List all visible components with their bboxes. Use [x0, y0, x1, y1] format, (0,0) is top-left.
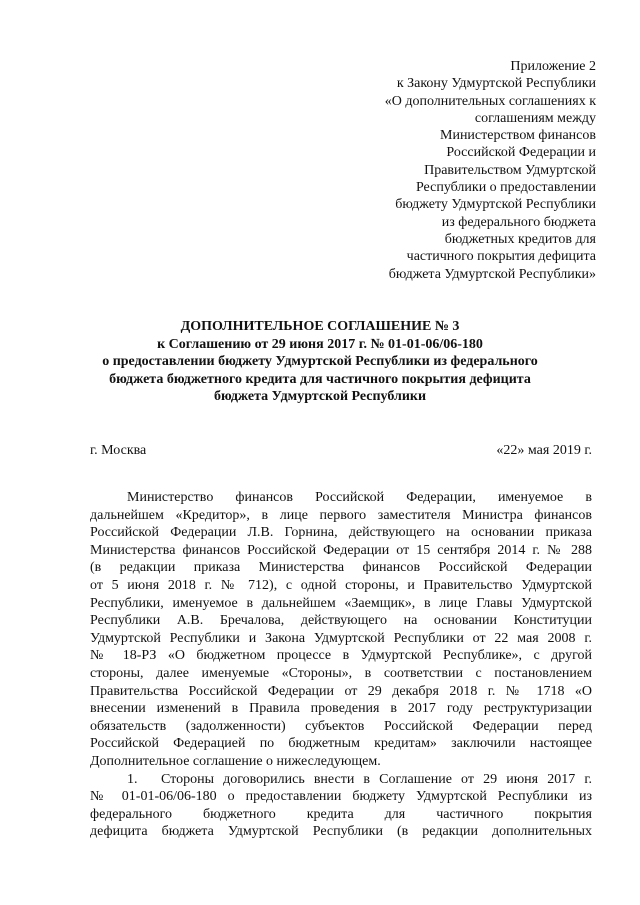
clause-first-line [90, 771, 592, 789]
appendix-line: «О дополнительных соглашениях к [384, 93, 596, 109]
appendix-line: Приложение 2 [510, 59, 596, 74]
appendix-line: бюджету Удмуртской Республики [395, 197, 596, 213]
agreement-title [70, 318, 570, 406]
clause-number: 1. [127, 771, 138, 787]
text-line: Республики А.В. Бречалова, действующего на основании Конституции [90, 613, 592, 629]
text-line: Российской Федерации Л.В. Горнина, действующего на основании приказа [90, 525, 592, 541]
appendix-line: Российской Федерации и [446, 145, 596, 161]
text-line: дефицита бюджета Удмуртской Республики (в редакции дополнительных [90, 824, 592, 840]
place: г. Москва [90, 443, 147, 458]
title-line: бюджета Удмуртской Республики [213, 389, 427, 404]
appendix-line: бюджетных кредитов для [444, 231, 596, 247]
text-line: № 01-01-06/06-180 о предоставлении бюджету Удмуртской Республики из [90, 789, 592, 805]
text-line: № 18-РЗ «О бюджетном процессе в Удмуртской Республике», с другой [90, 648, 592, 664]
appendix-line: Правительством Удмуртской [424, 162, 596, 178]
appendix-header [346, 58, 596, 283]
text-line: Российской Федерацией по бюджетным кредитам» заключили настоящее [90, 736, 592, 752]
title-line: о предоставлении бюджету Удмуртской Республики из федерального [102, 354, 538, 369]
text-line: (в редакции приказа Министерства финансов Российской Федерации [90, 560, 592, 576]
appendix-line: частичного покрытия дефицита [406, 249, 596, 265]
date: «22» мая 2019 г. [496, 443, 592, 458]
appendix-line: к Закону Удмуртской Республики [396, 76, 596, 92]
text-line: дальнейшем «Кредитор», в лице первого заместителя Министра финансов [90, 507, 592, 523]
text-line: обязательств (задолженности) субъектов Российской Федерации перед [90, 718, 592, 734]
text-line: Правительства Российской Федерации от 29 декабря 2018 г. № 1718 «О [90, 683, 592, 699]
text-line: Министерства финансов Российской Федерации от 15 сентября 2014 г. № 288 [90, 542, 592, 558]
agreement-body [90, 489, 592, 841]
text-line: стороны, далее именуемые «Стороны», в соответствии с постановлением [90, 665, 592, 681]
text-line: от 5 июня 2018 г. № 712), с одной стороны, и Правительство Удмуртской [90, 577, 592, 593]
preamble-paragraph [90, 489, 592, 771]
place-date-row [90, 443, 592, 459]
text-line: Министерство финансов Российской Федерации, именуемое в [127, 490, 592, 505]
text-line: Дополнительное соглашение о нижеследующем. [90, 753, 381, 769]
title-line: ДОПОЛНИТЕЛЬНОЕ СОГЛАШЕНИЕ № 3 [180, 319, 460, 334]
text-line: внесении изменений в Правила проведения в 2017 году реструктуризации [90, 701, 592, 717]
text-line: Стороны договорились внести в Соглашение от 29 июня 2017 г. [161, 771, 592, 787]
appendix-line: Республики о предоставлении [415, 180, 596, 196]
clause-1-paragraph [90, 771, 592, 841]
appendix-line: из федерального бюджета [441, 214, 596, 230]
text-line: Удмуртской Республики и Закона Удмуртской Республики от 22 мая 2008 г. [90, 630, 592, 646]
appendix-line: соглашениям между [474, 110, 596, 126]
appendix-line: бюджета Удмуртской Республики» [388, 266, 596, 282]
text-line: Республики, именуемое в дальнейшем «Заемщик», в лице Главы Удмуртской [90, 595, 592, 611]
appendix-line: Министерством финансов [440, 128, 596, 144]
title-line: бюджета бюджетного кредита для частичного покрытия дефицита [109, 371, 531, 387]
text-line: федерального бюджетного кредита для частичного покрытия [90, 806, 592, 822]
title-line: к Соглашению от 29 июня 2017 г. № 01-01-06/06-180 [157, 336, 483, 352]
